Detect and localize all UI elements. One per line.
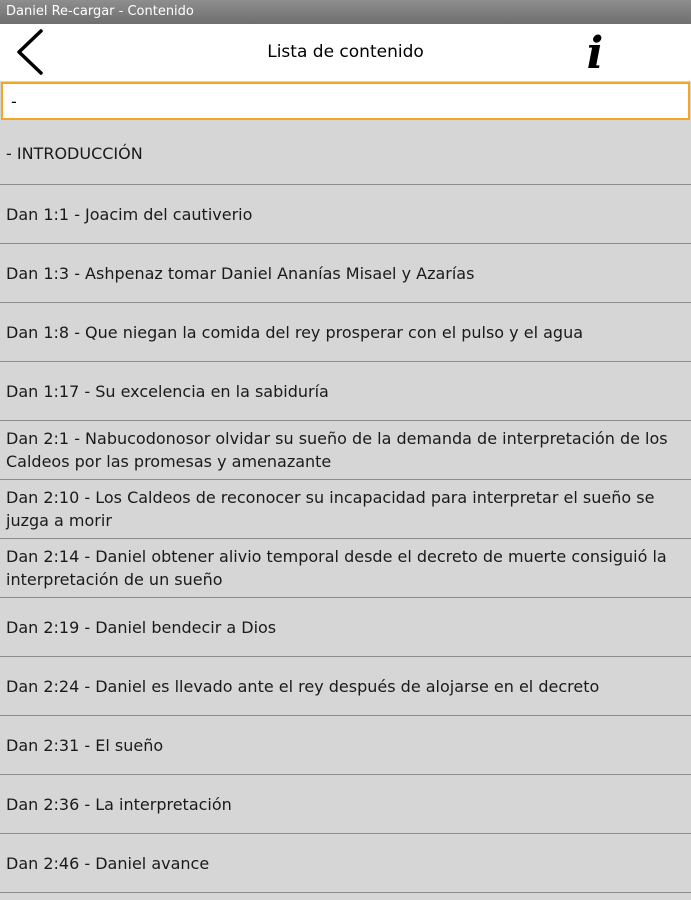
list-item[interactable]: Dan 2:46 - Daniel avance [0, 834, 691, 893]
list-item[interactable]: Dan 2:36 - La interpretación [0, 775, 691, 834]
app-header [0, 24, 691, 81]
window-title-bar: Daniel Re-cargar - Contenido [0, 0, 691, 24]
info-button[interactable]: i [586, 27, 604, 79]
list-item[interactable]: Dan 2:1 - Nabucodonosor olvidar su sueño de la demanda de interpretación de los Caldeos por las promesas y amenazante [0, 421, 691, 480]
list-item[interactable]: Dan 2:19 - Daniel bendecir a Dios [0, 598, 691, 657]
search-input[interactable] [1, 82, 690, 120]
list-item[interactable]: Dan 1:17 - Su excelencia en la sabiduría [0, 362, 691, 421]
chevron-left-icon [15, 29, 45, 75]
page-title: Lista de contenido [267, 42, 424, 62]
search-bar [0, 82, 691, 122]
list-item[interactable]: Dan 1:8 - Que niegan la comida del rey prosperar con el pulso y el agua [0, 303, 691, 362]
list-item[interactable]: Dan 2:31 - El sueño [0, 716, 691, 775]
list-item[interactable]: Dan 2:10 - Los Caldeos de reconocer su incapacidad para interpretar el sueño se juzga a morir [0, 480, 691, 539]
list-item[interactable]: Dan 2:24 - Daniel es llevado ante el rey después de alojarse en el decreto [0, 657, 691, 716]
list-item[interactable]: Dan 2:14 - Daniel obtener alivio temporal desde el decreto de muerte consiguió la interpretación de un sueño [0, 539, 691, 598]
list-item[interactable]: Dan 1:3 - Ashpenaz tomar Daniel Ananías Misael y Azarías [0, 244, 691, 303]
back-button[interactable] [8, 28, 52, 76]
content-list [0, 122, 691, 893]
list-item[interactable]: Dan 1:1 - Joacim del cautiverio [0, 185, 691, 244]
list-item[interactable]: - INTRODUCCIÓN [0, 122, 691, 185]
